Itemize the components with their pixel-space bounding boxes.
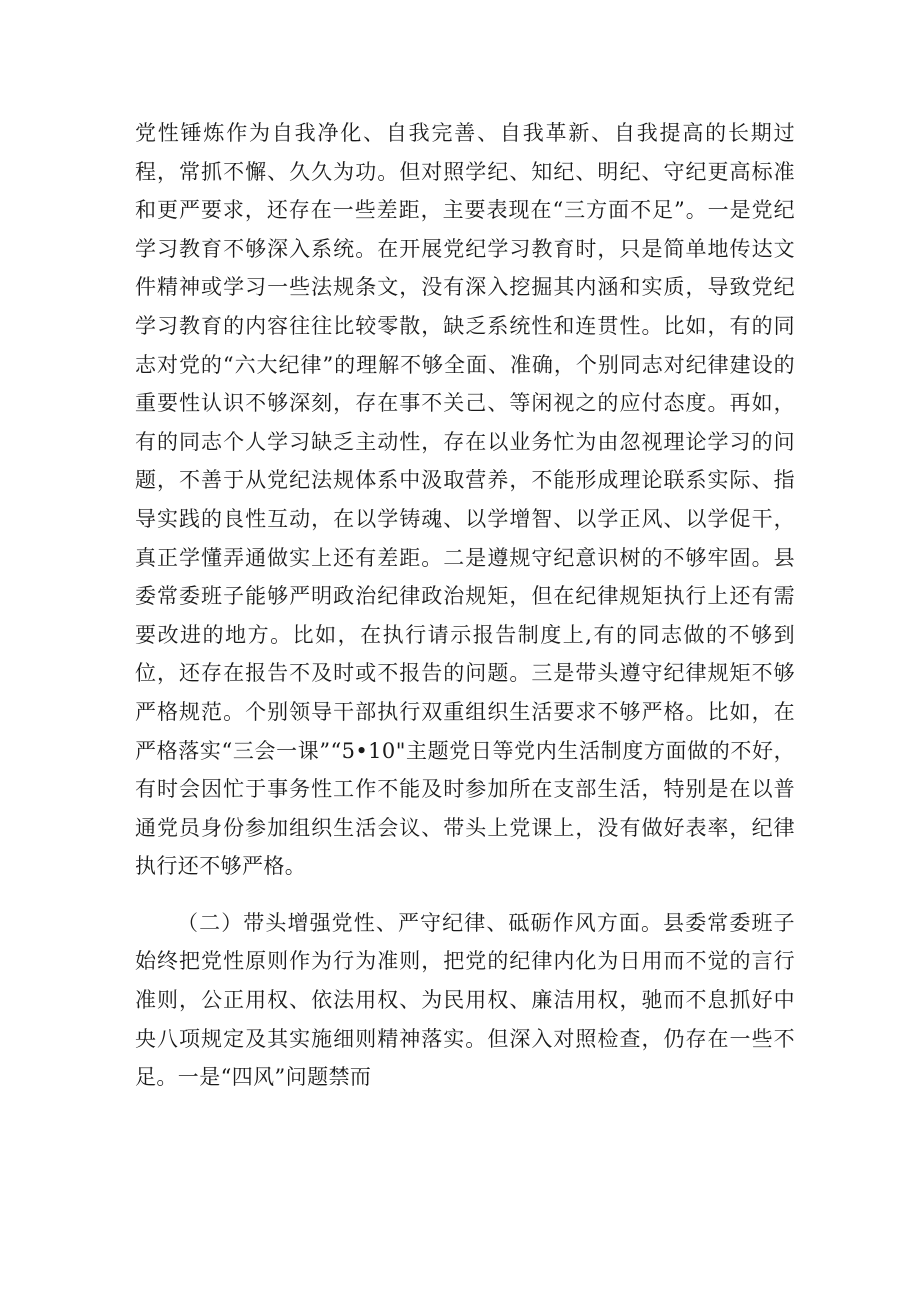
paragraph-party-discipline-shortcomings: 党性锤炼作为自我净化、自我完善、自我革新、自我提高的长期过程，常抓不懈、久久为功。但对照学纪、知纪、明纪、守纪更高标准和更严要求，还存在一些差距，主要表现在“三方面不足”。一是党纪学习教育不够深入系统。在开展党纪学习教育时，只是简单地传达文件精神或学习一些法规条文，没有深入挖掘其内涵和实质，导致党纪学习教育的内容往往比较零散，缺乏系统性和连贯性。比如，有的同志对党的“六大纪律”的理解不够全面、准确，个别同志对纪律建设的重要性认识不够深刻，存在事不关己、等闲视之的应付态度。再如，有的同志个人学习缺乏主动性，存在以业务忙为由忽视理论学习的问题，不善于从党纪法规体系中汲取营养，不能形成理论联系实际、指导实践的良性互动，在以学铸魂、以学增智、以学正风、以学促干，真正学懂弄通做实上还有差距。二是遵规守纪意识树的不够牢固。县委常委班子能够严明政治纪律政治规矩，但在纪律规矩执行上还有需要改进的地方。比如，在执行请示报告制度上,有的同志做的不够到位，还存在报告不及时或不报告的问题。三是带头遵守纪律规矩不够严格规范。个别领导干部执行双重组织生活要求不够严格。比如，在严格落实“三会一课”“5•10"主题党日等党内生活制度方面做的不好，有时会因忙于事务性工作不能及时参加所在支部生活，特别是在以普通党员身份参加组织生活会议、带头上党课上，没有做好表率，纪律执行还不够严格。 <box>135 121 795 879</box>
document-body <box>135 114 795 1097</box>
paragraph-section-two-heading: （二）带头增强党性、严守纪律、砥砺作风方面。县委常委班子始终把党性原则作为行为准则，把党的纪律内化为日用而不觉的言行准则，公正用权、依法用权、为民用权、廉洁用权，驰而不息抓好中央八项规定及其实施细则精神落实。但深入对照检查，仍存在一些不足。一是“四风”问题禁而 <box>135 910 795 1090</box>
